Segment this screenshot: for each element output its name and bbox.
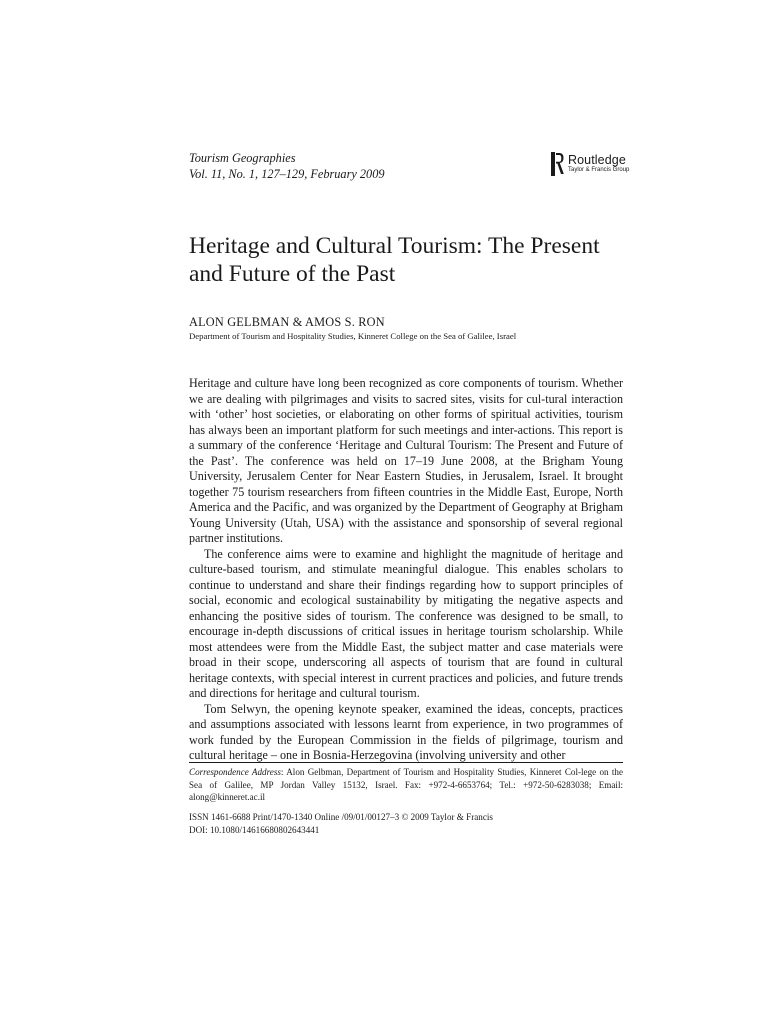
correspondence-label: Correspondence Address bbox=[189, 767, 281, 777]
body-paragraph: Heritage and culture have long been recognized as core components of tourism. Whether we are dealing with pilgrimages and visits to sacred sites, visits for cul-tural interaction with ‘other’ host societies, or elaborating on other forms of spiritual activities, tourism has always been an important platform for such meetings and inter-actions. This report is a summary of the conference ‘Heritage and Cultural Tourism: The Present and Future of the Past’. The conference was held on 17–19 June 2008, at the Brigham Young University, Jerusalem Center for Near Eastern Studies, in Jerusalem, Israel. It brought together 75 tourism researchers from fifteen countries in the Middle East, Europe, North America and the Pacific, and was organized by the Department of Geography at Brigham Young University (Utah, USA) with the assistance and sponsorship of several regional partner institutions. bbox=[189, 376, 623, 545]
footnote-divider bbox=[189, 762, 623, 763]
routledge-logo-icon bbox=[551, 152, 564, 176]
body-paragraph: Tom Selwyn, the opening keynote speaker, examined the ideas, concepts, practices and assumptions associated with lessons learnt from experience, in two programmes of work funded by the European Commission in the fields of pilgrimage, tourism and cultural heritage – one in Bosnia-Herzegovina (involving university and other bbox=[189, 701, 623, 762]
article-authors: ALON GELBMAN & AMOS S. RON bbox=[189, 315, 385, 329]
journal-citation: Vol. 11, No. 1, 127–129, February 2009 bbox=[189, 167, 385, 181]
issn-line: ISSN 1461-6688 Print/1470-1340 Online /09/01/00127–3 © 2009 Taylor & Francis bbox=[189, 812, 493, 822]
journal-header bbox=[189, 150, 385, 182]
publication-info bbox=[189, 811, 623, 836]
doi-line: DOI: 10.1080/14616680802643441 bbox=[189, 824, 320, 835]
correspondence-text: : Alon Gelbman, Department of Tourism and Hospitality Studies, Kinneret Col-lege on the Sea of Galilee, MP Jordan Valley 15132, Israel. Fax: +972-4-6653764; Tel.: +972-50-6283038; Email: along@kinneret.ac.il bbox=[189, 767, 623, 803]
journal-name: Tourism Geographies bbox=[189, 151, 296, 165]
author-affiliation: Department of Tourism and Hospitality Studies, Kinneret College on the Sea of Galilee, Israel bbox=[189, 331, 517, 341]
body-paragraph: The conference aims were to examine and highlight the magnitude of heritage and culture-based tourism, and stimulate meaningful dialogue. This enables scholars to continue to understand and share their findings regarding how to support principles of social, economic and ecological sustainability by mitigating the negative aspects and enhancing the positive sides of tourism. The conference was designed to be small, to encourage in-depth discussions of critical issues in heritage tourism scholarship. While most attendees were from the Middle East, the subject matter and case materials were broad in their scope, underscoring all aspects of tourism that are found in cultural heritage contexts, with special interest in current practices and policies, and future trends and directions for heritage and cultural tourism. bbox=[189, 546, 623, 700]
publisher-group: Taylor & Francis Group bbox=[568, 167, 630, 173]
publisher-name: Routledge bbox=[568, 153, 626, 167]
article-body bbox=[189, 376, 623, 764]
article-title: Heritage and Cultural Tourism: The Present and Future of the Past bbox=[189, 233, 600, 287]
correspondence-address bbox=[189, 766, 623, 804]
